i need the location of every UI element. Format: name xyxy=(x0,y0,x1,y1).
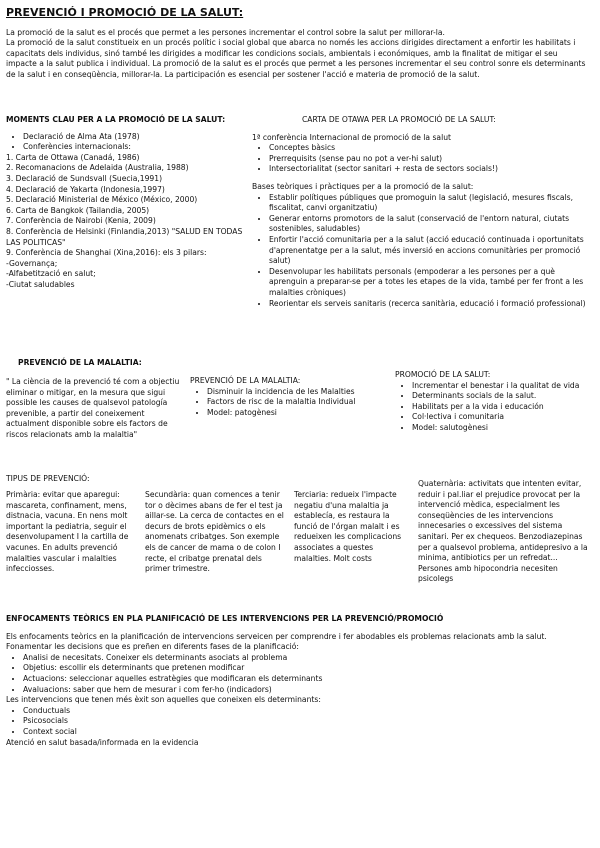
enfocaments-section xyxy=(6,614,594,748)
moments-items xyxy=(6,153,251,291)
list-item: • Habilitats per a la vida i educación xyxy=(412,402,590,413)
enfocaments-p4: Atenció en salut basada/informada en la evidencia xyxy=(6,737,199,747)
promocio-box xyxy=(395,370,590,434)
ottawa-section xyxy=(252,115,592,309)
enfocaments-p3: Les intervencions que tenen més èxit son aquelles que coneixen els determinants: xyxy=(6,695,321,705)
list-item: • Reorientar els serveis sanitaris (recerca sanitària, educació i formació professional) xyxy=(269,299,592,310)
list-item: • Context social xyxy=(23,727,594,738)
list-item: • Determinants socials de la salut. xyxy=(412,391,590,402)
intro-paragraph-2: La promoció de la salut constitueix en un procés polític i social global que abarca no només les accions dirigides directament a enfortir les habilitats i capacitats dels individus, sinó també les dirigides a modificar les condicions socials, ambientals i económiques, amb la finalitat de mitigar el seu impacte a la salut publica i individual. La promoció de la salut es el procés que permet a les persones incrementar el seu control sonre els determinants de la salut i en conseqüència, millorar-la. La participación es esencial per sostener l'acció e materia de promoció de la salut. xyxy=(6,38,586,79)
list-item: • Intersectorialitat (sector sanitari + resta de sectors socials!) xyxy=(269,164,592,175)
list-item: 2. Recomanacions de Adelaida (Australia, 1988) xyxy=(6,163,189,173)
section-heading: PREVENCIÓ DE LA MALALTIA: xyxy=(190,376,301,385)
prev-quote: " La ciència de la prevenció té com a objectiu eliminar o mitigar, en la mesura que sigui possible les causes de qualsevol patología prevenible, a partir del coneixement actualment disponible sobre els factors de riscos relacionats amb la malaltia" xyxy=(6,377,180,439)
list-item: 1. Carta de Ottawa (Canadá, 1986) xyxy=(6,152,140,162)
intro-text xyxy=(6,28,586,80)
list-item: 6. Carta de Bangkok (Tailandia, 2005) xyxy=(6,205,150,215)
list-item: -Alfabetització en salut; xyxy=(6,269,96,279)
ottawa-bases-title: Bases teòriques i pràctiques per a la promoció de la salut: xyxy=(252,181,474,191)
list-item: 9. Conferència de Shanghai (Xina,2016): els 3 pilars: xyxy=(6,248,207,258)
list-item: • Model: salutogènesi xyxy=(412,423,590,434)
list-item: • Desenvolupar les habilitats personals (empoderar a les persones per a què aprenguin a preparar-se per a totes les etapes de la vida, també per fer front a les malalties cròniques) xyxy=(269,267,592,299)
primaria-text: Primària: evitar que aparegui: mascareta, confinament, mens, distnacia, vacuna. En nens molt important la pediatria, seguir el desenvolupament I la cartilla de vacunes. En adults prevenció malalties vascular i malalties infecciosses. xyxy=(6,490,129,574)
list-item: 3. Declaració de Sundsvall (Suecia,1991) xyxy=(6,173,163,183)
list-item: • Declaració de Alma Ata (1978) xyxy=(23,132,251,143)
section-heading: PROMOCIÓ DE LA SALUT: xyxy=(395,370,491,379)
list-item: • Conferències internacionals: xyxy=(23,142,251,153)
enfocaments-heading: ENFOCAMENTS TEÒRICS EN PLA PLANIFICACIÓ DE LES INTERVENCIONS PER LA PREVENCIÓ/PROMOCIÓ xyxy=(6,614,444,623)
list-item: • Col·lectiva i comunitaria xyxy=(412,412,590,423)
list-item: 4. Declaració de Yakarta (Indonesia,1997) xyxy=(6,184,165,194)
list-item: • Conceptes bàsics xyxy=(269,143,592,154)
moments-heading: MOMENTS CLAU PER A LA PROMOCIÓ DE LA SALUT: xyxy=(6,115,226,124)
list-item: 7. Conferència de Nairobi (Kenia, 2009) xyxy=(6,216,156,226)
ottawa-heading: CARTA DE OTAWA PER LA PROMOCIÓ DE LA SALUT: xyxy=(302,115,496,124)
list-item: • Generar entorns promotors de la salut (conservació de l'entorn natural, ciutats sostenibles, saludables) xyxy=(269,214,592,235)
section-heading: PREVENCIÓ DE LA MALALTIA: xyxy=(18,358,142,367)
list-item: • Disminuir la incidencia de les Malalties xyxy=(207,387,390,398)
list-item: 8. Conferència de Helsinki (Finlandia,2013) "SALUD EN TODAS LAS POLITICAS" xyxy=(6,226,243,247)
page-title: PREVENCIÓ I PROMOCIÓ DE LA SALUT: xyxy=(6,6,244,19)
list-item: • Prerrequisits (sense pau no pot a ver-hi salut) xyxy=(269,154,592,165)
list-item: • Establir polítiques públiques que promoguin la salut (legislació, mesures fiscals, fiscalitat, canvi organitzatiu) xyxy=(269,193,592,214)
list-item: • Factors de risc de la malaltia Individual xyxy=(207,397,390,408)
ottawa-first-line: 1ª conferència Internacional de promoció de la salut xyxy=(252,132,451,142)
list-item: -Governança; xyxy=(6,258,58,268)
list-item: • Enfortir l'acció comunitaria per a la salut (acció educació continuada i oportunitats d'aprenentatge per a la salut, més inversió en accions comunitàries per promoció salut) xyxy=(269,235,592,267)
terciaria-text: Terciaria: redueix l'impacte negatiu d'una malaltia ja establecía, es restaura la funció de l'órgan malalt i es redueixen les complicacions associates a questes malalties. Molt costs xyxy=(294,490,402,563)
moments-section xyxy=(6,115,251,291)
quaternaria-text: Quaternària: activitats que intenten evitar, reduir i pal.liar el prejudice provocat per la intervenció mèdica, especialment les conseqüències de les intervencions innecesaries o excessives del sistema sanitari. Per ex chequeos. Benzodiazepinas per a qualsevol problema, antidepresivo a la minima, antibiotics per un refredat... Persones amb hipocondria necesiten psicolegs xyxy=(418,479,588,584)
prev-malaltia-box xyxy=(190,376,390,418)
prev-malaltia-heading xyxy=(18,358,208,369)
list-item: -Ciutat saludables xyxy=(6,279,75,289)
list-item: • Analisi de necesitats. Coneixer els determinants asociats al problema xyxy=(23,653,594,664)
list-item: • Psicosocials xyxy=(23,716,594,727)
tipus-heading: TIPUS DE PREVENCIÓ: xyxy=(6,474,90,483)
list-item: • Objetius: escollir els determinants que pretenen modificar xyxy=(23,663,594,674)
enfocaments-p2: Fonamentar les decisions que es preñen en diferents fases de la planificació: xyxy=(6,642,299,652)
list-item: • Conductuals xyxy=(23,706,594,717)
list-item: 5. Declaració Ministerial de México (México, 2000) xyxy=(6,195,198,205)
list-item: • Incrementar el benestar i la qualitat de vida xyxy=(412,381,590,392)
enfocaments-p1: Els enfocaments teòrics en la planificación de intervencions serveicen per comprendre i fer abodables els problemas relacionats amb la salut. xyxy=(6,631,547,641)
list-item: • Avaluacions: saber que hem de mesurar i com fer-ho (indicadors) xyxy=(23,685,594,696)
list-item: • Model: patogènesi xyxy=(207,408,390,419)
secundaria-text: Secundària: quan comences a tenir tor o dècimes abans de fer el test ja aillar-se. La cerca de contactes en el decurs de brots epidèmics o els anomenats cribatges. Son exemple els de cancer de mama o de colon I recte, el cribatge prenatal dels primer trimestre. xyxy=(145,490,284,574)
intro-paragraph-1: La promoció de la salut es el procés que permet a les persones incrementar el control sobre la salut per millorar-la. xyxy=(6,28,445,37)
list-item: • Actuacions: seleccionar aquelles estratègies que modificaran els determinants xyxy=(23,674,594,685)
